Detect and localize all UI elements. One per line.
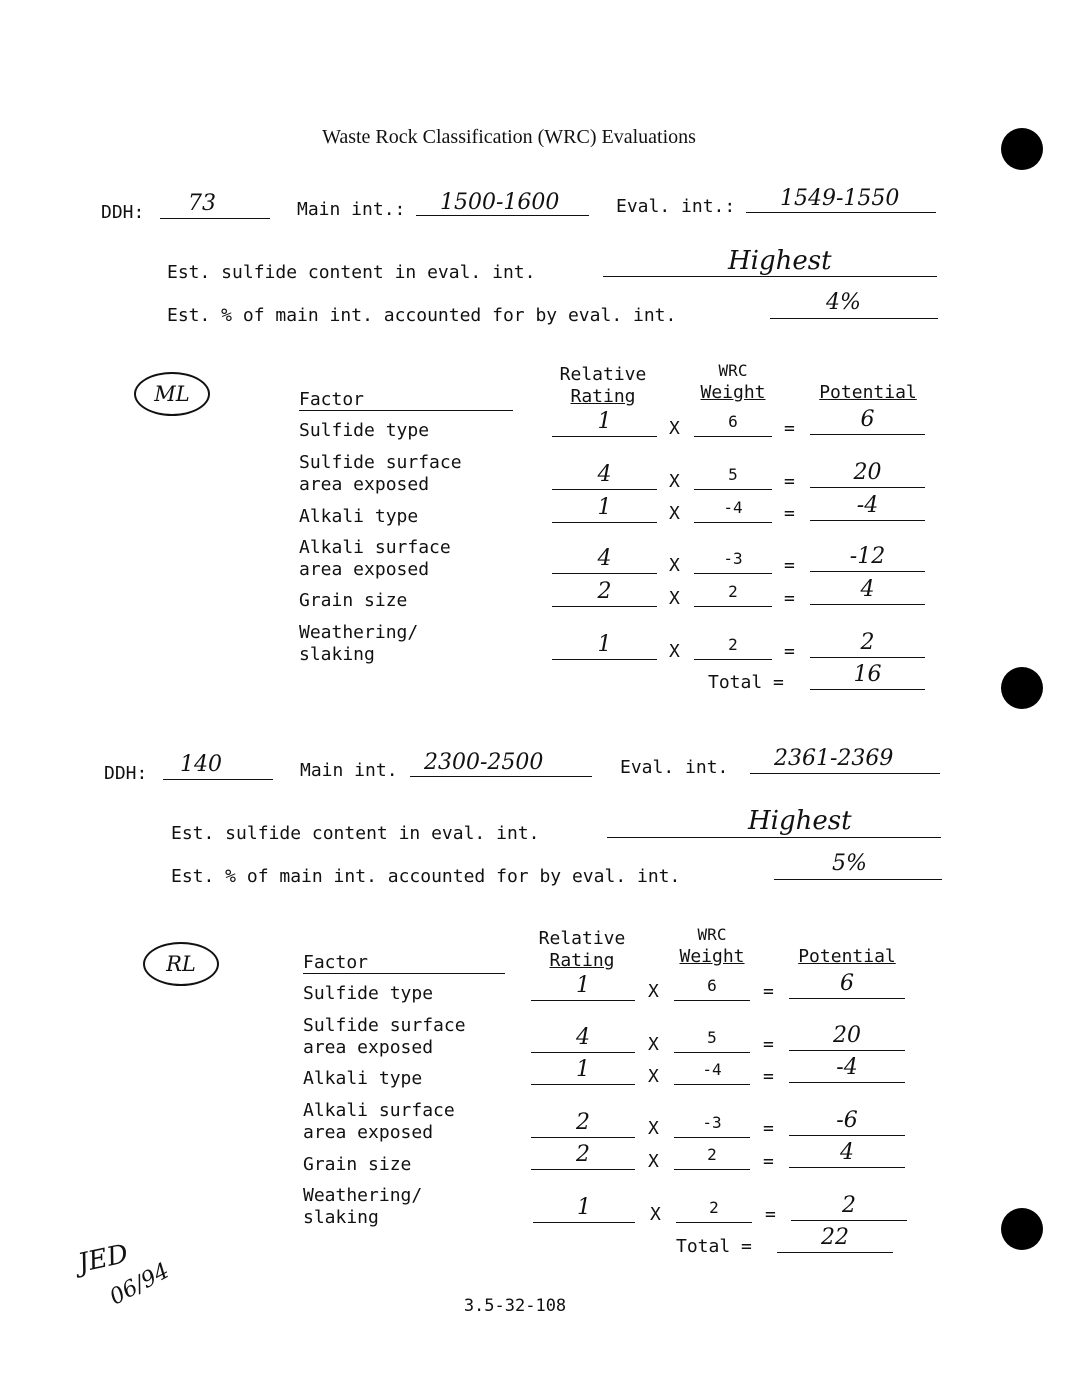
factor-name: Grain size <box>303 1154 412 1175</box>
factor-name-line2: slaking <box>303 1207 379 1228</box>
rating-value: 1 <box>533 1194 635 1223</box>
multiply-sign: X <box>648 1066 659 1087</box>
factor-name: Sulfide type <box>303 983 434 1004</box>
factor-name: Alkali surface <box>299 537 451 558</box>
pct-main-underline <box>774 879 942 880</box>
weight-value: 5 <box>694 461 772 490</box>
potential-value: 4 <box>810 576 925 605</box>
factor-name-line2: area exposed <box>299 559 430 580</box>
factor-name-line2: slaking <box>299 644 375 665</box>
equals-sign: = <box>784 503 795 524</box>
sulfide-content-value: Highest <box>728 246 832 276</box>
factor-name: Sulfide surface <box>299 452 462 473</box>
weight-value: 6 <box>694 408 772 437</box>
rating-value: 4 <box>531 1024 635 1053</box>
equals-sign: = <box>784 588 795 609</box>
weight-value: -3 <box>674 1109 750 1138</box>
main-int-underline <box>410 776 592 777</box>
ddh-label: DDH: <box>101 202 145 223</box>
binder-hole-icon <box>1001 128 1043 170</box>
potential-value: 6 <box>810 406 925 435</box>
potential-value: -4 <box>789 1054 905 1083</box>
relative-header-text: Relative <box>538 928 626 949</box>
multiply-sign: X <box>648 1151 659 1172</box>
weight-value: 6 <box>674 972 750 1001</box>
multiply-sign: X <box>669 641 680 662</box>
signature-date: 06/94 <box>105 1258 174 1311</box>
rating-value: 4 <box>552 461 657 490</box>
factor-name-line2: area exposed <box>299 474 430 495</box>
circled-label-text: ML <box>154 382 190 406</box>
main-int-label: Main int. <box>300 760 398 781</box>
page-number: 3.5-32-108 <box>463 1296 567 1316</box>
rating-value: 4 <box>552 545 657 574</box>
multiply-sign: X <box>648 1118 659 1139</box>
relative-header-text: Relative <box>559 364 647 385</box>
document-title: Waste Rock Classification (WRC) Evaluations <box>322 126 696 148</box>
potential-value: 20 <box>810 459 925 488</box>
ddh-underline <box>160 218 270 219</box>
eval-int-label: Eval. int.: <box>616 196 736 217</box>
multiply-sign: X <box>669 471 680 492</box>
rating-header-text: Rating <box>570 386 636 407</box>
wrc-weight-header <box>669 924 755 968</box>
multiply-sign: X <box>669 503 680 524</box>
multiply-sign: X <box>669 418 680 439</box>
factor-name-line2: area exposed <box>303 1122 434 1143</box>
factor-header: Factor <box>299 390 513 411</box>
circled-label <box>143 942 219 986</box>
eval-int-value: 2361-2369 <box>774 746 894 771</box>
eval-int-value: 1549-1550 <box>780 186 900 211</box>
ddh-underline <box>163 779 273 780</box>
relative-rating-header <box>548 364 658 408</box>
potential-value: 6 <box>789 970 905 999</box>
weight-value: 2 <box>676 1194 752 1223</box>
sulfide-content-underline <box>607 837 941 838</box>
potential-value: 20 <box>789 1022 905 1051</box>
potential-value: 2 <box>791 1192 907 1221</box>
potential-header <box>785 946 909 968</box>
weight-value: -4 <box>674 1056 750 1085</box>
potential-value: 2 <box>810 629 925 658</box>
rating-header-text: Rating <box>549 950 615 971</box>
sulfide-content-label: Est. sulfide content in eval. int. <box>171 823 540 844</box>
wrc-weight-header <box>690 360 776 404</box>
potential-value: -6 <box>789 1107 905 1136</box>
factor-name: Alkali surface <box>303 1100 455 1121</box>
potential-value: -12 <box>810 543 925 572</box>
weight-value: 2 <box>694 578 772 607</box>
factor-header: Factor <box>303 953 505 974</box>
weight-value: -3 <box>694 545 772 574</box>
ddh-label: DDH: <box>104 763 148 784</box>
total-label: Total = <box>676 1236 752 1257</box>
equals-sign: = <box>763 1151 774 1172</box>
potential-value: -4 <box>810 492 925 521</box>
wrc-header-text: WRC <box>718 361 748 380</box>
equals-sign: = <box>765 1204 776 1225</box>
weight-value: 5 <box>674 1024 750 1053</box>
rating-value: 2 <box>531 1141 635 1170</box>
equals-sign: = <box>763 981 774 1002</box>
circled-label-text: RL <box>166 952 196 976</box>
weight-header-text: Weight <box>700 382 766 403</box>
sulfide-content-value: Highest <box>748 806 852 836</box>
pct-main-label: Est. % of main int. accounted for by eval. int. <box>167 305 677 326</box>
multiply-sign: X <box>648 981 659 1002</box>
factor-name: Weathering/ <box>303 1185 423 1206</box>
pct-main-value: 4% <box>826 290 861 315</box>
sulfide-content-underline <box>603 276 937 277</box>
factor-name-line2: area exposed <box>303 1037 434 1058</box>
rating-value: 1 <box>531 1056 635 1085</box>
factor-name: Weathering/ <box>299 622 419 643</box>
multiply-sign: X <box>669 588 680 609</box>
potential-header <box>806 382 930 404</box>
ddh-value: 73 <box>188 191 216 216</box>
multiply-sign: X <box>648 1034 659 1055</box>
main-int-value: 1500-1600 <box>440 190 560 215</box>
total-label: Total = <box>708 672 784 693</box>
equals-sign: = <box>784 471 795 492</box>
rating-value: 1 <box>531 972 635 1001</box>
potential-value: 4 <box>789 1139 905 1168</box>
rating-value: 2 <box>531 1109 635 1138</box>
multiply-sign: X <box>650 1204 661 1225</box>
pct-main-underline <box>770 318 938 319</box>
signature-initials: JED <box>75 1239 131 1279</box>
factor-name: Alkali type <box>303 1068 423 1089</box>
relative-rating-header <box>527 928 637 972</box>
sulfide-content-label: Est. sulfide content in eval. int. <box>167 262 536 283</box>
eval-int-underline <box>750 773 940 774</box>
factor-name: Sulfide surface <box>303 1015 466 1036</box>
factor-name: Grain size <box>299 590 408 611</box>
ddh-value: 140 <box>180 752 222 777</box>
equals-sign: = <box>784 641 795 662</box>
potential-header-text: Potential <box>819 382 917 403</box>
weight-value: -4 <box>694 494 772 523</box>
equals-sign: = <box>784 555 795 576</box>
equals-sign: = <box>763 1118 774 1139</box>
factor-name: Sulfide type <box>299 420 430 441</box>
equals-sign: = <box>763 1066 774 1087</box>
multiply-sign: X <box>669 555 680 576</box>
weight-value: 2 <box>694 631 772 660</box>
weight-value: 2 <box>674 1141 750 1170</box>
weight-header-text: Weight <box>679 946 745 967</box>
binder-hole-icon <box>1001 1208 1043 1250</box>
equals-sign: = <box>784 418 795 439</box>
wrc-header-text: WRC <box>697 925 727 944</box>
main-int-underline <box>416 215 589 216</box>
eval-int-underline <box>746 212 936 213</box>
rating-value: 1 <box>552 494 657 523</box>
rating-value: 1 <box>552 631 657 660</box>
total-value: 22 <box>777 1224 893 1253</box>
circled-label <box>134 372 210 416</box>
rating-value: 2 <box>552 578 657 607</box>
main-int-label: Main int.: <box>297 199 406 220</box>
rating-value: 1 <box>552 408 657 437</box>
binder-hole-icon <box>1001 667 1043 709</box>
eval-int-label: Eval. int. <box>620 757 729 778</box>
pct-main-value: 5% <box>832 851 867 876</box>
total-value: 16 <box>810 661 925 690</box>
pct-main-label: Est. % of main int. accounted for by eval. int. <box>171 866 681 887</box>
factor-name: Alkali type <box>299 506 419 527</box>
main-int-value: 2300-2500 <box>424 750 544 775</box>
potential-header-text: Potential <box>798 946 896 967</box>
equals-sign: = <box>763 1034 774 1055</box>
